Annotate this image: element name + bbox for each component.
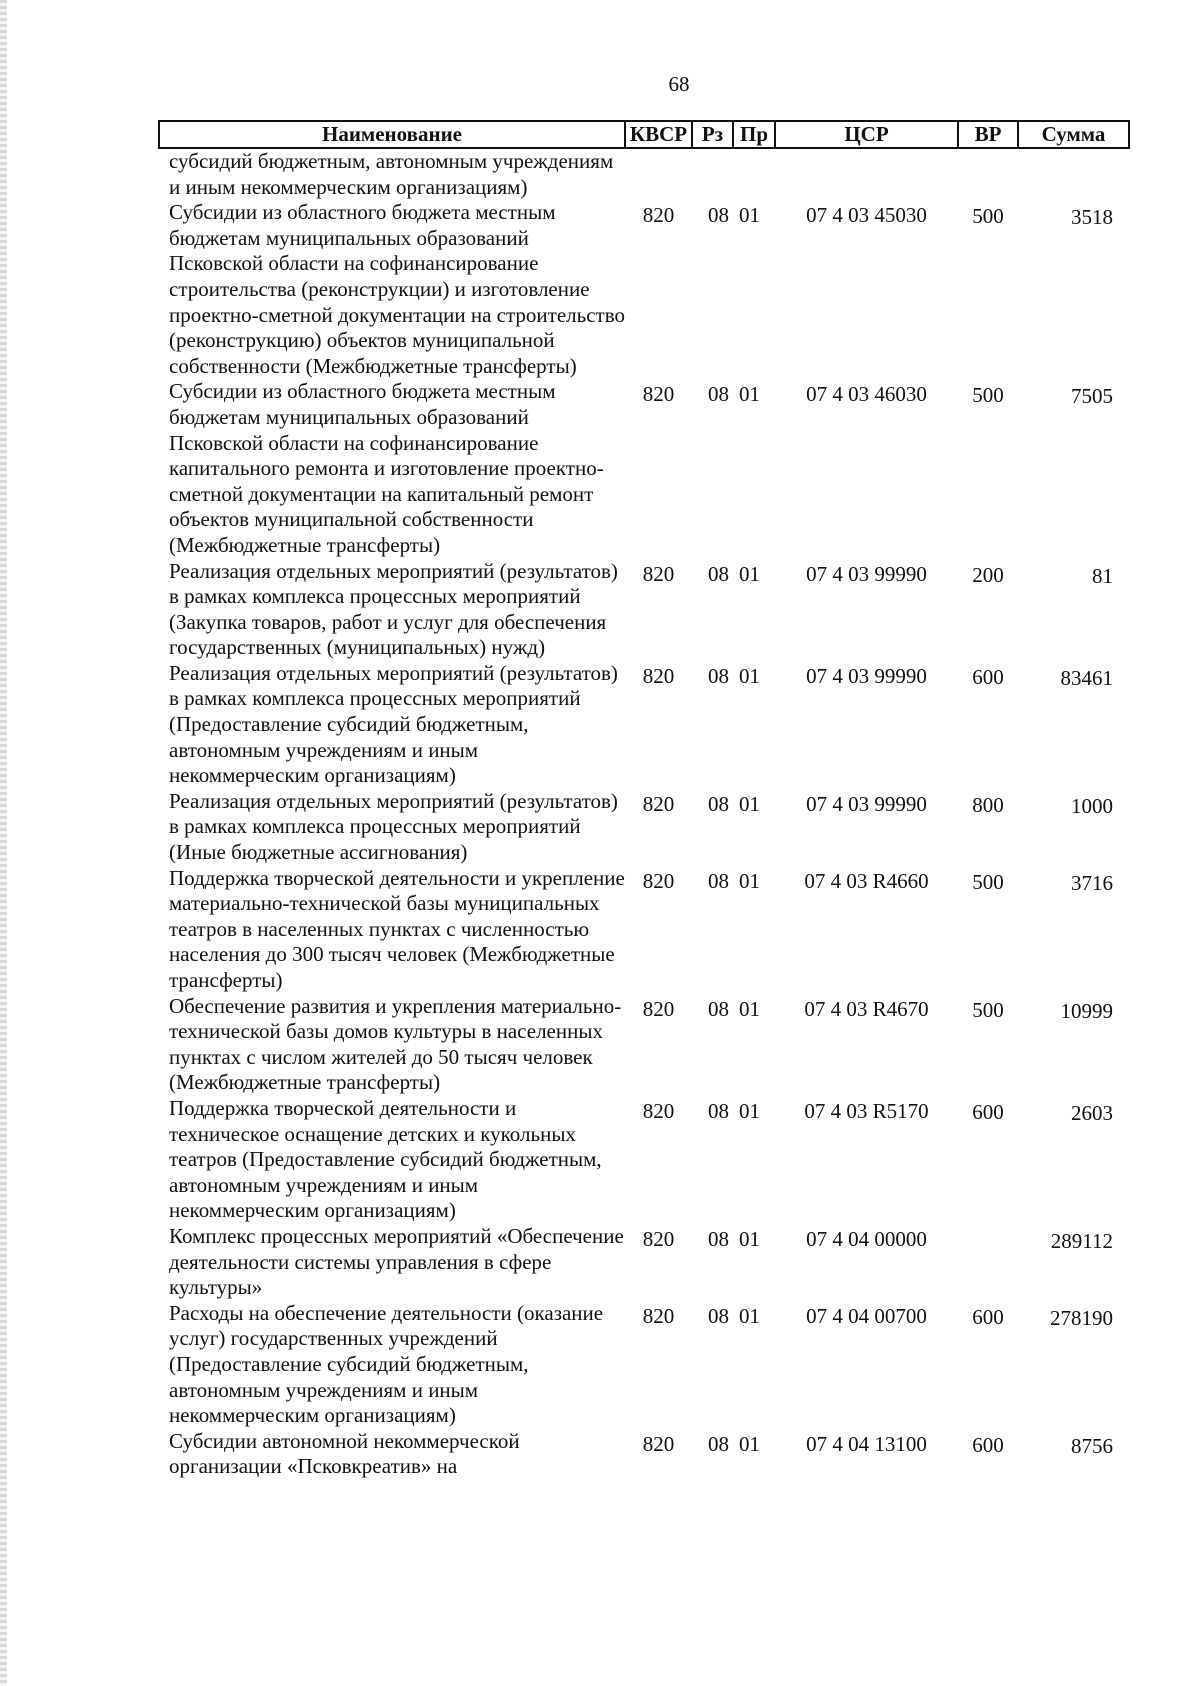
header-kvsr: КВСР <box>625 121 692 148</box>
row-name: Обеспечение развития и укрепления материально-технической базы домов культуры в населенных пунктах с числом жителей до 50 тысяч человек (Межбюджетные трансферты) <box>169 993 622 1095</box>
row-pr: 01 <box>739 382 760 407</box>
row-rz: 08 <box>708 1226 729 1251</box>
table-row <box>159 1429 1129 1480</box>
row-name: Субсидии из областного бюджета местным бюджетам муниципальных образований Псковской области на софинансирование капитального ремонта и изготовление проектно-сметной документации на капитальный ремонт объектов муниципальной собственности (Межбюджетные трансферты) <box>169 379 604 557</box>
row-rz: 08 <box>708 1431 729 1456</box>
row-name: Расходы на обеспечение деятельности (оказание услуг) государственных учреждений (Предоставление субсидий бюджетным, автономным учреждениям и иным некоммерческим организациям) <box>169 1300 604 1428</box>
row-csr: 07 4 03 R5170 <box>804 1098 929 1123</box>
row-pr: 01 <box>739 561 760 586</box>
row-csr: 07 4 04 13100 <box>806 1431 927 1456</box>
row-csr: 07 4 03 99990 <box>806 561 927 586</box>
budget-table <box>158 120 1130 1480</box>
row-kvsr: 820 <box>642 663 675 688</box>
row-csr: 07 4 03 99990 <box>806 663 927 688</box>
table-row <box>159 379 1129 558</box>
header-name: Наименование <box>159 121 625 148</box>
row-name: Реализация отдельных мероприятий (результатов) в рамках комплекса процессных мероприятий (Иные бюджетные ассигнования) <box>169 788 618 865</box>
row-pr: 01 <box>739 868 760 893</box>
row-vr: 500 <box>972 869 1004 894</box>
row-sum: 3716 <box>1071 870 1113 895</box>
table-row <box>159 148 1129 200</box>
row-pr: 01 <box>739 996 760 1021</box>
row-kvsr: 820 <box>642 561 675 586</box>
header-csr: ЦСР <box>775 121 958 148</box>
row-sum: 289112 <box>1050 1228 1113 1253</box>
table-row <box>159 1096 1129 1224</box>
table-row <box>159 789 1129 866</box>
row-pr: 01 <box>739 791 760 816</box>
row-vr: 600 <box>972 1099 1004 1124</box>
row-csr: 07 4 03 R4660 <box>804 868 929 893</box>
row-name: Субсидии из областного бюджета местным бюджетам муниципальных образований Псковской области на софинансирование строительства (реконструкции) и изготовление проектно-сметной документации на строительство (реконструкцию) объектов муниципальной собственности (Межбюджетные трансферты) <box>169 200 625 378</box>
row-vr: 200 <box>972 562 1004 587</box>
row-sum: 1000 <box>1071 793 1113 818</box>
row-name: Поддержка творческой деятельности и техническое оснащение детских и кукольных театров (Предоставление субсидий бюджетным, автономным учреждениям и иным некоммерческим организациям) <box>169 1095 602 1223</box>
header-sum: Сумма <box>1018 121 1129 148</box>
row-pr: 01 <box>739 1226 760 1251</box>
row-pr: 01 <box>739 663 760 688</box>
row-pr: 01 <box>739 1303 760 1328</box>
page-number: 68 <box>668 72 690 96</box>
row-kvsr: 820 <box>642 382 675 407</box>
row-csr: 07 4 03 99990 <box>806 791 927 816</box>
row-sum: 2603 <box>1071 1100 1113 1125</box>
row-sum: 10999 <box>1060 998 1113 1023</box>
row-pr: 01 <box>739 1098 760 1123</box>
table-header <box>159 121 1129 148</box>
row-pr: 01 <box>739 1431 760 1456</box>
row-vr: 500 <box>972 204 1004 229</box>
row-rz: 08 <box>708 996 729 1021</box>
header-rz: Рз <box>692 121 733 148</box>
table-row <box>159 994 1129 1096</box>
row-csr: 07 4 03 R4670 <box>804 996 929 1021</box>
row-rz: 08 <box>708 1098 729 1123</box>
row-vr <box>958 1224 1018 1301</box>
row-sum: 3518 <box>1071 205 1113 230</box>
scan-edge <box>0 0 7 1686</box>
row-rz: 08 <box>708 382 729 407</box>
table-row <box>159 1224 1129 1301</box>
row-sum: 8756 <box>1071 1433 1113 1458</box>
row-name: субсидий бюджетным, автономным учреждениям и иным некоммерческим организациям) <box>169 149 614 199</box>
row-rz: 08 <box>708 663 729 688</box>
row-csr: 07 4 04 00000 <box>806 1226 927 1251</box>
row-pr <box>733 148 775 200</box>
row-csr <box>775 148 958 200</box>
header-pr: Пр <box>733 121 775 148</box>
row-rz: 08 <box>708 791 729 816</box>
row-sum: 7505 <box>1071 384 1113 409</box>
row-vr: 600 <box>972 664 1004 689</box>
row-rz <box>692 148 733 200</box>
row-vr <box>958 148 1018 200</box>
row-vr: 500 <box>972 383 1004 408</box>
row-vr: 800 <box>972 792 1004 817</box>
row-kvsr: 820 <box>642 1098 675 1123</box>
row-vr: 500 <box>972 997 1004 1022</box>
row-sum: 278190 <box>1050 1305 1113 1330</box>
row-vr: 600 <box>972 1304 1004 1329</box>
row-rz: 08 <box>708 1303 729 1328</box>
row-name: Реализация отдельных мероприятий (результатов) в рамках комплекса процессных мероприятий (Предоставление субсидий бюджетным, автономным учреждениям и иным некоммерческим организациям) <box>169 660 618 788</box>
table-row <box>159 1301 1129 1429</box>
row-kvsr: 820 <box>642 791 675 816</box>
row-pr: 01 <box>739 203 760 228</box>
row-rz: 08 <box>708 561 729 586</box>
row-name: Субсидии автономной некоммерческой организации «Псковкреатив» на <box>169 1428 520 1479</box>
table-row <box>159 559 1129 661</box>
row-sum <box>1018 148 1129 200</box>
row-kvsr: 820 <box>642 868 675 893</box>
row-kvsr: 820 <box>642 1303 675 1328</box>
row-kvsr: 820 <box>642 203 675 228</box>
row-name: Поддержка творческой деятельности и укрепление материально-технической базы муниципальных театров в населенных пунктах с численностью населения до 300 тысяч человек (Межбюджетные трансферты) <box>169 865 625 992</box>
row-kvsr <box>625 148 692 200</box>
row-sum: 83461 <box>1060 665 1113 690</box>
header-vr: ВР <box>958 121 1018 148</box>
row-rz: 08 <box>708 203 729 228</box>
row-name: Комплекс процессных мероприятий «Обеспечение деятельности системы управления в сфере культуры» <box>169 1223 624 1300</box>
table-body <box>159 148 1129 1480</box>
row-kvsr: 820 <box>642 1431 675 1456</box>
row-csr: 07 4 03 46030 <box>806 382 927 407</box>
table-row <box>159 200 1129 379</box>
table-row <box>159 866 1129 994</box>
row-rz: 08 <box>708 868 729 893</box>
row-kvsr: 820 <box>642 1226 675 1251</box>
row-kvsr: 820 <box>642 996 675 1021</box>
row-csr: 07 4 03 45030 <box>806 203 927 228</box>
row-sum: 81 <box>1092 563 1113 588</box>
row-csr: 07 4 04 00700 <box>806 1303 927 1328</box>
table-row <box>159 661 1129 789</box>
row-vr: 600 <box>972 1432 1004 1457</box>
row-name: Реализация отдельных мероприятий (результатов) в рамках комплекса процессных мероприятий (Закупка товаров, работ и услуг для обеспечения государственных (муниципальных) нужд) <box>169 558 618 660</box>
